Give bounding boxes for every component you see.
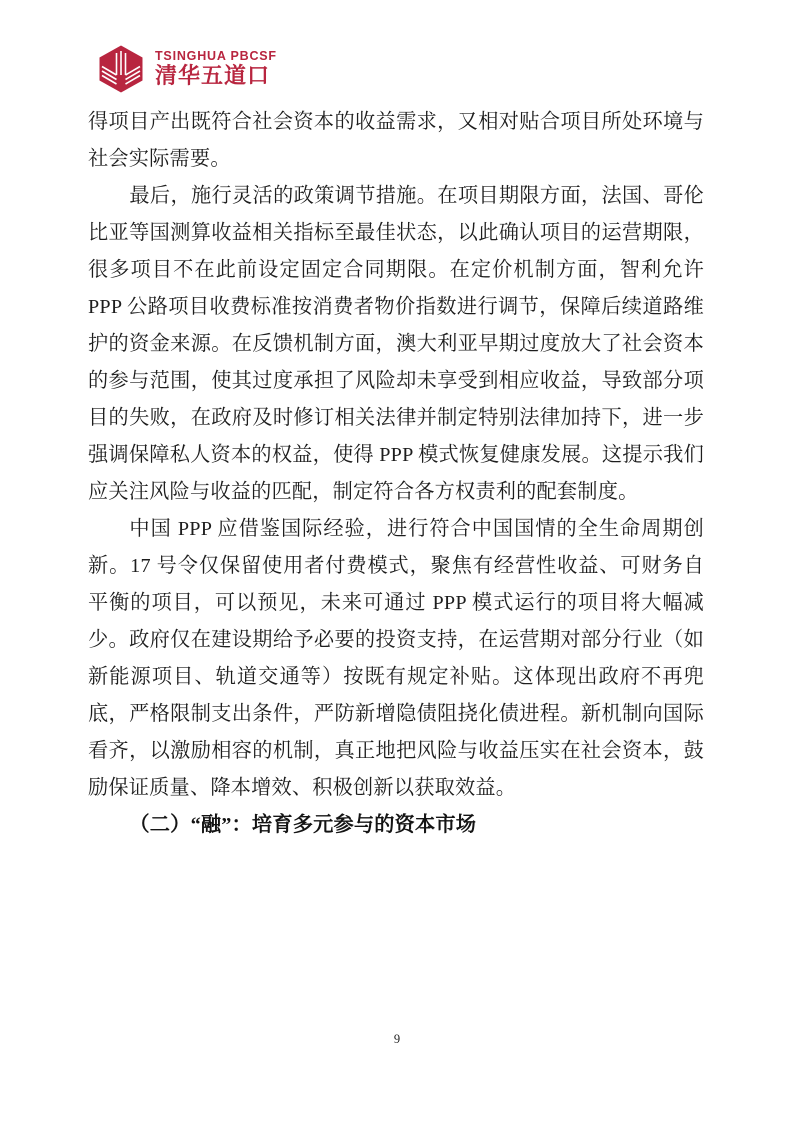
body-paragraph-2: 最后，施行灵活的政策调节措施。在项目期限方面，法国、哥伦比亚等国测算收益相关指标至最佳状态，以此确认项目的运营期限，很多项目不在此前设定固定合同期限。在定价机制方面，智利允许 PPP 公路项目收费标准按消费者物价指数进行调节，保障后续道路维护的资金来源。在反馈机制方面，澳大利亚早期过度放大了社会资本的参与范围，使其过度承担了风险却未享受到相应收益，导致部分项目的失败，在政府及时修订相关法律并制定特别法律加持下，进一步强调保障私人资本的权益，使得 PPP 模式恢复健康发展。这提示我们应关注风险与收益的匹配，制定符合各方权责利的配套制度。 xyxy=(88,185,704,503)
document-header xyxy=(96,44,277,94)
logo-english-name: TSINGHUA PBCSF xyxy=(155,48,277,63)
document-footer xyxy=(0,1030,794,1048)
page-number: 9 xyxy=(393,1032,401,1046)
section-heading: （二）“融”：培育多元参与的资本市场 xyxy=(129,814,477,836)
logo-wordmark xyxy=(155,50,277,89)
body-paragraph-1: 得项目产出既符合社会资本的收益需求，又相对贴合项目所处环境与社会实际需要。 xyxy=(88,111,704,170)
body-paragraph-3: 中国 PPP 应借鉴国际经验，进行符合中国国情的全生命周期创新。17 号令仅保留使用者付费模式，聚焦有经营性收益、可财务自平衡的项目，可以预见，未来可通过 PPP 模式运行的项目将大幅减少。政府仅在建设期给予必要的投资支持，在运营期对部分行业（如新能源项目、轨道交通等）按既有规定补贴。这体现出政府不再兜底，严格限制支出条件，严防新增隐债阻挠化债进程。新机制向国际看齐，以激励相容的机制，真正地把风险与收益压实在社会资本，鼓励保证质量、降本增效、积极创新以获取效益。 xyxy=(88,518,704,799)
logo-chinese-name: 清华五道口 xyxy=(155,64,271,90)
document-body xyxy=(88,104,704,844)
tsinghua-pbcsf-hexagon-logo-icon xyxy=(96,44,146,94)
